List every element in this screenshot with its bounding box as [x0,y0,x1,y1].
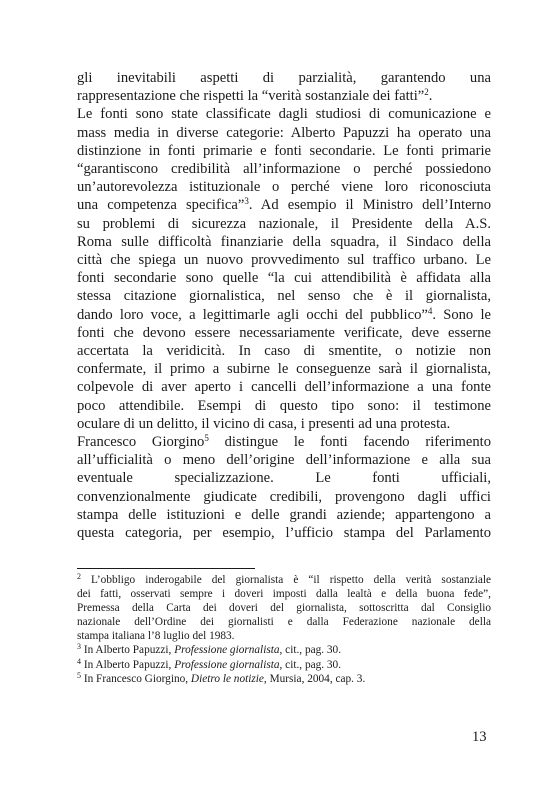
footnote-line [77,629,491,643]
footnote-marker: 3 [77,642,81,652]
footnote-marker: 5 [204,433,209,444]
text-run: , cit., pag. 30. [279,658,342,671]
text-run: , Mursia, 2004, cap. 3. [263,672,366,685]
text-run: L’obbligo inderogabile del giornalista è “il rispetto della verità sostanziale [81,574,491,586]
body-line [77,196,491,214]
body-line [77,233,491,251]
text-run: nazionale dell’Ordine dei giornalisti e dalla Federazione nazionale della [77,616,491,629]
text-run: distingue le fonti facendo riferimento [208,434,491,451]
text-run: In Francesco Giorgino, [81,672,191,685]
text-run: In Alberto Papuzzi, [81,644,175,657]
footnote-marker: 2 [77,572,81,581]
text-run: colpevole di aver aperto i cancelli dell’informazione a una fonte [77,379,491,396]
body-line [77,87,491,105]
page-number: 13 [472,729,487,745]
text-run: una competenza specifica” [77,197,245,214]
body-line [77,215,491,233]
text-run: fonti secondarie sono quelle “la cui attendibilità è affidata alla [77,270,491,287]
body-line [77,251,491,269]
body-line [77,124,491,142]
body-line [77,488,491,506]
text-run: gli inevitabili aspetti di parzialità, garantendo una [77,70,491,86]
body-line [77,506,491,524]
footnote-line [77,672,491,686]
text-run: dando loro voce, a legittimarle agli occhi del pubblico” [77,306,428,323]
body-line [77,105,491,123]
cited-title: Dietro le notizie [190,672,264,685]
text-run: , cit., pag. 30. [279,644,342,657]
text-run: convenzionalmente giudicate credibili, provengono dagli uffici [77,488,491,505]
body-line [77,360,491,378]
body-line [77,69,491,87]
body-line [77,524,491,542]
text-run: Premessa della Carta dei doveri del giornalista, sottoscritta dal Consiglio [77,602,491,615]
text-run: In Alberto Papuzzi, [81,658,175,671]
text-run: . Ad esempio il Ministro dell’Interno [248,197,491,214]
text-run: accertata la veridicità. In caso di smentite, o notizie non [77,343,491,360]
body-line [77,306,491,324]
text-run: poco attendibile. Esempi di questo tipo sono: il testimone [77,397,491,414]
footnote-line [77,573,491,587]
footnote-line [77,615,491,629]
body-line [77,142,491,160]
body-line [77,287,491,305]
body-line [77,378,491,396]
footnote-line [77,658,491,672]
text-run: su problemi di sicurezza nazionale, il Presidente della A.S. [77,215,491,232]
footnote-line [77,587,491,601]
body-text [77,69,491,542]
text-run: “garantiscono credibilità all’informazione o perché possiedono [77,161,491,178]
text-run: fonti che devono essere necessariamente verificate, deve esserne [77,324,491,341]
text-run: un’autorevolezza istituzionale o perché viene loro riconosciuta [77,179,491,196]
text-run: Le fonti sono state classificate dagli studiosi di comunicazione e [77,106,491,123]
text-run: mass media in diverse categorie: Alberto Papuzzi ha operato una [77,124,491,141]
body-line [77,451,491,469]
body-line [77,397,491,415]
body-line [77,160,491,178]
text-run: Roma sulle difficoltà finanziarie della squadra, il Sindaco della [77,233,491,250]
footnote-marker: 5 [77,670,81,680]
text-run: questa categoria, per esempio, l’ufficio stampa del Parlamento [77,525,491,542]
text-run: stampa italiana l’8 luglio del 1983. [77,630,235,643]
text-run: confermate, il primo a subirne le conseguenze sarà il giornalista, [77,361,491,378]
body-line [77,433,491,451]
body-line [77,178,491,196]
footnote-marker: 3 [244,196,249,207]
text-run: dei fatti, osservati sempre i doveri imposti dalla lealtà e della buona fede”, [77,588,491,601]
text-run: rappresentazione che rispetti la “verità sostanziale dei fatti” [77,88,425,105]
text-run: . [428,88,433,105]
text-run: stampa delle istituzioni e delle grandi aziende; appartengono a [77,506,491,523]
text-run: Francesco Giorgino [77,434,205,451]
text-run: città che spiega un nuovo provvedimento sul traffico urbano. Le [77,252,491,269]
body-line [77,415,491,433]
footnote-marker: 4 [77,656,81,666]
footnote-line [77,601,491,615]
text-run: eventuale specializzazione. Le fonti ufficiali, [77,470,491,487]
text-run: distinzione in fonti primarie e fonti secondarie. Le fonti primarie [77,142,491,159]
text-run: stessa citazione giornalistica, nel senso che è il giornalista, [77,288,491,305]
footnote-line [77,643,491,657]
body-line [77,469,491,487]
body-line [77,269,491,287]
cited-title: Professione giornalista [174,644,280,657]
cited-title: Professione giornalista [174,658,280,671]
text-run: all’ufficialità o meno dell’origine dell’informazione e alla sua [77,452,491,469]
footnote-marker: 2 [424,87,429,98]
footnotes [77,573,491,686]
footnote-marker: 4 [427,305,433,316]
body-line [77,342,491,360]
text-run: oculare di un delitto, il vicino di casa, i presenti ad una protesta. [77,415,451,432]
text-run: . Sono le [432,306,491,323]
footnote-separator [77,568,255,569]
body-line [77,324,491,342]
